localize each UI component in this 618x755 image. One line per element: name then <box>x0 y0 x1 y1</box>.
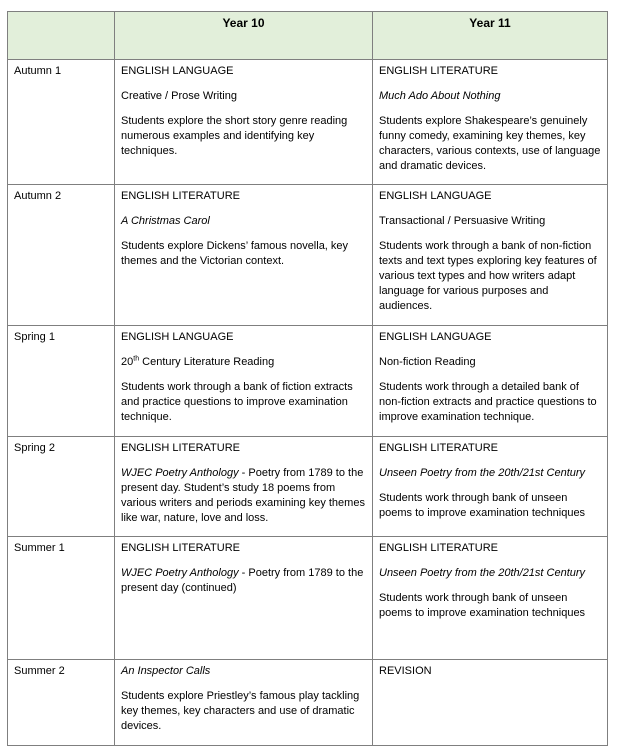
subject-label: REVISION <box>379 665 432 677</box>
topic-rest: - Poetry from 1789 to the present day (continued) <box>121 567 364 594</box>
year10-header: Year 10 <box>115 12 373 60</box>
description-text: Students explore Dickens’ famous novella, key themes and the Victorian context. <box>121 240 349 267</box>
year11-cell <box>373 60 608 185</box>
subject-label: ENGLISH LITERATURE <box>379 542 498 554</box>
subject-label: ENGLISH LITERATURE <box>121 442 240 454</box>
topic-label <box>121 566 366 596</box>
year11-cell <box>373 660 608 746</box>
year10-cell <box>115 537 373 660</box>
term-label: Spring 1 <box>8 326 115 437</box>
term-label: Autumn 2 <box>8 185 115 326</box>
topic-label: Transactional / Persuasive Writing <box>379 215 546 227</box>
term-label: Spring 2 <box>8 437 115 537</box>
description-text: Students work through a bank of fiction extracts and practice questions to improve examination technique. <box>121 381 353 423</box>
topic-number: 20 <box>121 356 134 368</box>
subject-label: ENGLISH LANGUAGE <box>121 331 234 343</box>
subject-label: ENGLISH LITERATURE <box>379 442 498 454</box>
table-row <box>8 60 608 185</box>
year11-header: Year 11 <box>373 12 608 60</box>
topic-rest: - Poetry from 1789 to the present day. Student’s study 18 poems from various writers and periods examining key themes like war, nature, love and loss. <box>121 467 365 524</box>
subject-label: ENGLISH LANGUAGE <box>379 190 492 202</box>
topic-label: A Christmas Carol <box>121 215 210 227</box>
topic-label: Non-fiction Reading <box>379 356 476 368</box>
topic-label <box>121 355 366 370</box>
year10-cell <box>115 60 373 185</box>
description-text: Students work through bank of unseen poems to improve examination techniques <box>379 492 586 519</box>
year11-cell <box>373 437 608 537</box>
topic-label: Creative / Prose Writing <box>121 90 237 102</box>
table-row <box>8 660 608 746</box>
year10-cell <box>115 660 373 746</box>
topic-rest: Century Literature Reading <box>139 356 275 368</box>
subject-label: ENGLISH LITERATURE <box>121 542 240 554</box>
description-text: Students work through bank of unseen poems to improve examination techniques <box>379 592 586 619</box>
topic-label: An Inspector Calls <box>121 665 211 677</box>
year11-cell <box>373 537 608 660</box>
topic-label <box>121 466 366 526</box>
anthology-title: WJEC Poetry Anthology <box>121 467 239 479</box>
subject-label: ENGLISH LITERATURE <box>379 65 498 77</box>
topic-label: Unseen Poetry from the 20th/21st Century <box>379 567 586 579</box>
table-row <box>8 185 608 326</box>
subject-label: ENGLISH LITERATURE <box>121 190 240 202</box>
anthology-title: WJEC Poetry Anthology <box>121 567 239 579</box>
table-row <box>8 437 608 537</box>
description-text: Students explore Priestley’s famous play tackling key themes, key characters and use of dramatic devices. <box>121 690 360 732</box>
table-row <box>8 537 608 660</box>
year11-cell <box>373 185 608 326</box>
description-text: Students work through a bank of non-fiction texts and text types exploring key features of various text types and how writers adapt language for various purposes and audiences. <box>379 240 597 312</box>
table-row <box>8 326 608 437</box>
topic-ordinal: th <box>133 355 140 363</box>
term-label: Summer 2 <box>8 660 115 746</box>
year10-cell <box>115 437 373 537</box>
description-text: Students explore Shakespeare’s genuinely funny comedy, examining key themes, key characters, various contexts, use of language and dramatic devices. <box>379 115 601 172</box>
year10-cell <box>115 326 373 437</box>
topic-label: Unseen Poetry from the 20th/21st Century <box>379 467 586 479</box>
year10-cell <box>115 185 373 326</box>
description-text: Students work through a detailed bank of non-fiction extracts and practice questions to improve examination technique. <box>379 381 597 423</box>
term-label: Autumn 1 <box>8 60 115 185</box>
subject-label: ENGLISH LANGUAGE <box>121 65 234 77</box>
description-text: Students explore the short story genre reading numerous examples and identifying key techniques. <box>121 115 348 157</box>
header-row <box>8 12 608 60</box>
subject-label: ENGLISH LANGUAGE <box>379 331 492 343</box>
curriculum-table <box>7 11 608 746</box>
corner-header <box>8 12 115 60</box>
topic-label: Much Ado About Nothing <box>379 90 501 102</box>
term-label: Summer 1 <box>8 537 115 660</box>
year11-cell <box>373 326 608 437</box>
